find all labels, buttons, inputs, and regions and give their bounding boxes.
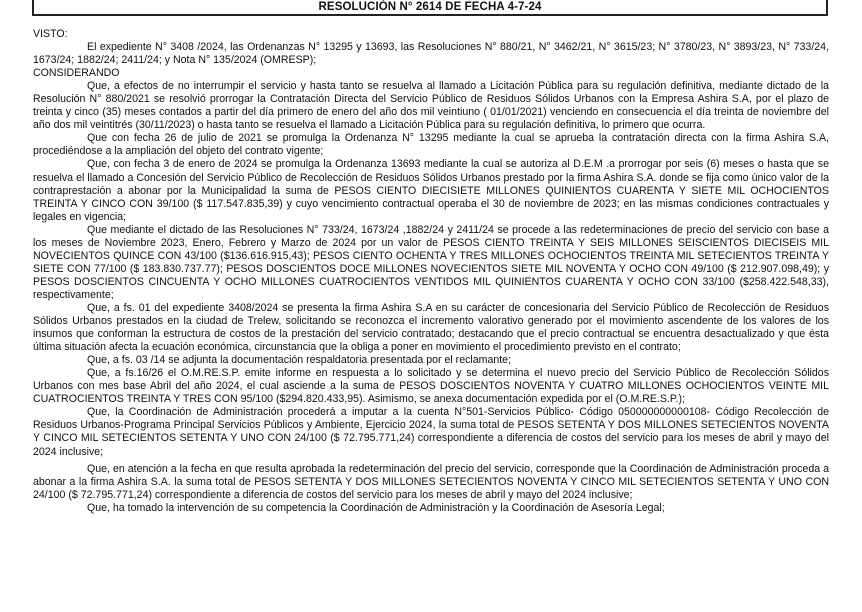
considerando-heading: CONSIDERANDO — [33, 67, 120, 80]
resolution-title-box — [32, 0, 828, 16]
considerando-paragraph-1: Que, a efectos de no interrumpir el servicio y hasta tanto se resuelva al llamado a Licitación Pública para su regulación definitiva, mediante dictado de la Resolución N° 880/2021 se resolvió prorrogar la Contratación Directa del Servicio Público de Residuos Sólidos Urbanos con la Empresa Ashira S.A, por el plazo de treinta y cinco (35) meses contados a partir del día primero de enero del año dos mil veintiuno ( 01/01/2021) venciendo en consecuencia el día treinta de noviembre del año dos mil veintitrés (30/11/2023) o hasta tanto se resuelva el llamado a Licitación Pública para su regulación definitiva, lo primero que ocurra. — [33, 80, 829, 132]
considerando-paragraph-8: Que, la Coordinación de Administración procederá a imputar a la cuenta N°501-Servicios Público- Código 050000000000108- Código Recolección de Residuos Urbanos-Programa Principal Servicios Públicos y Ambiente, Ejercicio 2024, la suma total de PESOS SETENTA Y DOS MILLONES SETECIENTOS NOVENTA Y CINCO MIL SETECIENTOS SETENTA Y UNO CON 24/100 ($ 72.795.771,24) correspondiente a diferencia de costos del servicio para los meses de abril y mayo del 2024 inclusive; — [33, 406, 829, 458]
visto-paragraph: El expediente N° 3408 /2024, las Ordenanzas N° 13295 y 13693, las Resoluciones N° 880/21, N° 3462/21, N° 3615/23; N° 3780/23, N° 3893/23, N° 733/24, 1673/24; 1882/24; 2411/24; y Nota N° 135/2024 (OMRESP); — [33, 41, 829, 67]
considerando-paragraph-5: Que, a fs. 01 del expediente 3408/2024 se presenta la firma Ashira S.A en su carácter de concesionaria del Servicio Público de Recolección de Residuos Sólidos Urbanos prestados en la ciudad de Trelew, solicitando se reconozca el incremento valorativo generado por el movimiento ascendente de los valores de los insumos que conforman la estructura de costos de la prestación del servicio contratado; destacando que el precio contractual se encuentra desactualizado y que ésta última situación afecta la ecuación económica, circunstancia que la obliga a poner en movimiento el procedimiento previsto en el contrato; — [33, 301, 829, 354]
considerando-paragraph-3: Que, con fecha 3 de enero de 2024 se promulga la Ordenanza 13693 mediante la cual se autoriza al D.E.M .a prorrogar por seis (6) meses o hasta que se resuelva el llamado a Concesión del Servicio Público de Recolección de Residuos Sólidos Urbanos prestado por la firma Ashira S.A. donde se fija como único valor de la contraprestación a abonar por la Municipalidad la suma de PESOS CIENTO DIECISIETE MILLONES QUINIENTOS CUARENTA Y SIETE MIL OCHOCIENTOS TREINTA Y CINCO CON 39/100 ($ 117.547.835,39) y cuyo vencimiento contractual operaba el 30 de noviembre de 2023; en las mismas condiciones contractuales y legales en vigencia; — [33, 158, 829, 223]
considerando-paragraph-2: Que con fecha 26 de julio de 2021 se promulga la Ordenanza N° 13295 mediante la cual se aprueba la contratación directa con la firma Ashira S.A, procediéndose a la ampliación del objeto del contrato vigente; — [33, 132, 829, 158]
resolution-body — [33, 28, 829, 515]
considerando-paragraph-9: Que, en atención a la fecha en que resulta aprobada la redeterminación del precio del servicio, corresponde que la Coordinación de Administración proceda a abonar a la firma Ashira S.A. la suma total de PESOS SETENTA Y DOS MILLONES SETECIENTOS NOVENTA Y CINCO MIL SETECIENTOS SETENTA Y UNO CON 24/100 ($ 72.795.771,24) correspondiente a diferencia de costos del servicio para los meses de abril y mayo del 2024 inclusive; — [33, 462, 829, 501]
considerando-paragraph-7: Que, a fs.16/26 el O.M.RE.S.P. emite informe en respuesta a lo solicitado y se determina el nuevo precio del Servicio Público de Recolección Sólidos Urbanos con mes base Abril del año 2024, el cual asciende a la suma de PESOS DOSCIENTOS NOVENTA Y CUATRO MILLONES OCHOCIENTOS VEINTE MIL CUATROCIENTOS TREINTA Y TRES CON 95/100 ($294.820.433,95). Asimismo, se anexa documentación expedida por el (O.M.RE.S.P.); — [33, 367, 829, 406]
considerando-paragraph-10: Que, ha tomado la intervención de su competencia la Coordinación de Administración y la Coordinación de Asesoría Legal; — [87, 501, 665, 514]
resolution-title: RESOLUCIÓN N° 2614 DE FECHA 4-7-24 — [318, 1, 542, 13]
considerando-paragraph-6: Que, a fs. 03 /14 se adjunta la documentación respaldatoria presentada por el reclamante; — [87, 354, 512, 367]
considerando-paragraph-4: Que mediante el dictado de las Resoluciones N° 733/24, 1673/24 ,1882/24 y 2411/24 se procede a las redeterminaciones de precio del servicio con base a los meses de Noviembre 2023, Enero, Febrero y Marzo de 2024 por un valor de PESOS CIENTO TREINTA Y SEIS MILLONES SEISCIENTOS DIECISEIS MIL NOVECIENTOS QUINCE CON 43/100 ($136.616.915,43); PESOS CIENTO OCHENTA Y TRES MILLONES OCHOCIENTOS TREINTA MIL SETECIENTOS TREINTA Y SIETE CON 77/100 ($ 183.830.737.77); PESOS DOSCIENTOS DOCE MILLONES NOVECIENTOS SIETE MIL NOVENTA Y OCHO CON 49/100 ($ 212.907.098,49); y PESOS DOSCIENTOS CINCUENTA Y OCHO MILLONES CUATROCIENTOS VENTIDOS MIL QUINIENTOS CUARENTA Y OCHO CON 33/100 ($258.422.548,33), respectivamente; — [33, 223, 829, 301]
visto-heading: VISTO: — [33, 28, 68, 40]
